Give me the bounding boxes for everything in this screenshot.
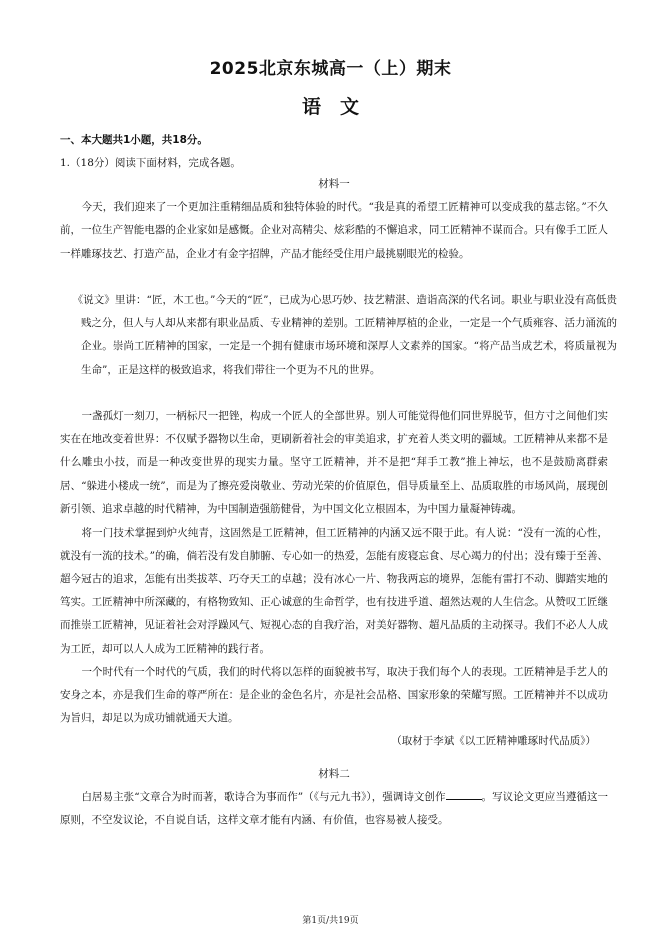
- material-two-text-end: 。写议论文更应当遵循这一原则，不空发议论，不自说自话，这样文章才能有内涵、有价值，也容易被人接受。: [60, 791, 609, 827]
- material-one: [60, 173, 608, 266]
- material-one-source: （取材于李斌《以工匠精神雕琢时代品质》）: [391, 735, 596, 748]
- exam-title: 2025北京东城高一（上）期末: [209, 59, 452, 79]
- question-instruction: 1.（18分）阅读下面材料，完成各题。: [60, 157, 241, 169]
- section-heading: 一、本大题共1小题，共18分。: [60, 134, 208, 146]
- material-one-paragraph-2: 《说文》里讲：“匠，木工也。”今天的“匠”，已成为心思巧妙、技艺精湛、造诣高深的代名词。职业与职业没有高低贵贱之分，但人与人却从来都有职业品质、专业精神的差别。工匠精神厚植的企业，一定是一个气质雍容、活力涌流的企业。崇尚工匠精神的国家，一定是一个拥有健康市场环境和深厚人文素养的国家。“将产品当成艺术，将质量视为生命”，正是这样的极致追求，将我们带往一个更为不凡的世界。: [72, 294, 617, 376]
- material-two-paragraph-1: [60, 786, 608, 832]
- material-one-label: 材料一: [318, 178, 350, 190]
- material-one-paragraph-3: 一盏孤灯一刻刀，一柄标尺一把锉，构成一个匠人的全部世界。别人可能觉得他们同世界脱节，但方寸之间他们实实在在地改变着世界：不仅赋予器物以生命，更刷新着社会的审美追求，扩充着人类文明的疆域。工匠精神从来都不是什么雕虫小技，而是一种改变世界的现实力量。坚守工匠精神，并不是把“拜手工教”推上神坛，也不是鼓励离群索居、“躲进小楼成一统”，而是为了擦亮爱岗敬业、劳动光荣的价值原色，倡导质量至上、品质取胜的市场风尚，展现创新引领、追求卓越的时代精神，为中国制造强筋健骨，为中国文化立根固本，为中国力量凝神铸魂。: [60, 410, 608, 515]
- subject-title: 语 文: [301, 96, 359, 118]
- material-one-paragraph-5: 一个时代有一个时代的气质，我们的时代将以怎样的面貌被书写，取决于我们每个人的表现。工匠精神是手艺人的安身之本，亦是我们生命的尊严所在：是企业的金色名片，亦是社会品格、国家形象的荣耀写照。工匠精神并不以成功为旨归，却足以为成功铺就通天大道。: [60, 665, 608, 725]
- material-one-paragraph-4: 将一门技术掌握到炉火纯青，这固然是工匠精神，但工匠精神的内涵又远不限于此。有人说：“没有一流的心性，就没有一流的技术。”的确，倘若没有发自肺腑、专心如一的热爱，怎能有废寝忘食、尽心竭力的付出；没有臻于至善、超今冠古的追求，怎能有出类拔萃、巧夺天工的卓越；没有冰心一片、物我两忘的境界，怎能有雷打不动、脚踏实地的笃实。工匠精神中所深藏的，有格物致知、正心诚意的生命哲学，也有技进乎道、超然达观的人生信念。从赞叹工匠继而推崇工匠精神，见证着社会对浮躁风气、短视心态的自我疗治，对美好器物、超凡品质的主动探寻。我们不必人人成为工匠，却可以人人成为工匠精神的践行者。: [60, 526, 608, 655]
- answer-blank[interactable]: [446, 788, 482, 800]
- material-one-quote-block: [60, 289, 617, 382]
- page-footer: 第1页/共19页: [302, 916, 359, 926]
- material-two: [60, 763, 608, 833]
- material-one-continued: [60, 405, 608, 754]
- material-two-text-start: 白居易主张“文章合为时而著，歌诗合为事而作”（《与元九书》），强调诗文创作: [81, 791, 446, 804]
- material-one-paragraph-1: 今天，我们迎来了一个更加注重精细品质和独特体验的时代。“我是真的希望工匠精神可以变成我的墓志铭。”不久前，一位生产智能电器的企业家如是感慨。企业对高精尖、炫彩酷的不懈追求，同工匠精神不谋而合。只有像手工匠人一样雕琢技艺、打造产品，企业才有金字招牌，产品才能经受住用户最挑剔眼光的检验。: [60, 201, 608, 260]
- material-two-label: 材料二: [318, 768, 350, 780]
